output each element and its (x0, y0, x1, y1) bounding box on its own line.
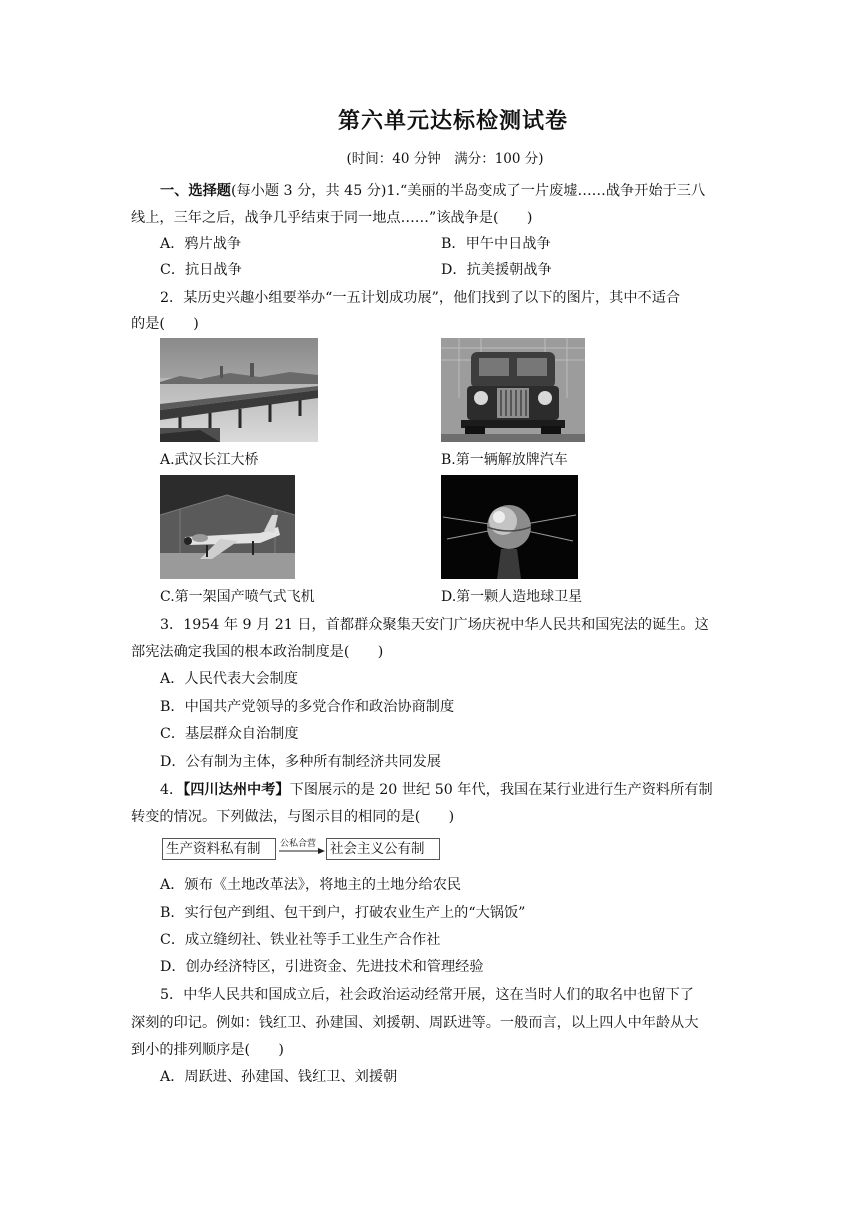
flow-box-private: 生产资料私有制 (162, 838, 276, 860)
q2-line-1: 2．某历史兴趣小组要举办“一五计划成功展”，他们找到了以下的图片，其中不适合 (160, 290, 681, 306)
section-heading: 一、选择题 (160, 183, 231, 199)
q4-text: 下图展示的是 20 世纪 50 年代，我国在某行业进行生产资料所有制 (289, 782, 713, 798)
q4-line-1 (160, 779, 713, 799)
flow-box-public: 社会主义公有制 (326, 838, 440, 860)
q1-option-d: D．抗美援朝战争 (441, 262, 552, 278)
q4-line-2: 转变的情况。下列做法，与图示目的相同的是( ) (131, 809, 455, 825)
satellite-photo (441, 475, 578, 579)
q3-line-1: 3．1954 年 9 月 21 日，首都群众聚集天安门广场庆祝中华人民共和国宪法的诞生。这 (160, 617, 709, 633)
q3-option-d: D．公有制为主体，多种所有制经济共同发展 (160, 754, 441, 770)
q2-caption-d: D.第一颗人造地球卫星 (441, 589, 583, 605)
q4-option-c: C．成立缝纫社、铁业社等手工业生产合作社 (160, 932, 441, 948)
q2-caption-a: A.武汉长江大桥 (160, 452, 259, 468)
q5-line-1: 5．中华人民共和国成立后，社会政治运动经常开展，这在当时人们的取名中也留下了 (160, 987, 694, 1003)
truck-photo (441, 338, 585, 442)
q2-caption-b: B.第一辆解放牌汽车 (441, 452, 568, 468)
q4-option-a: A．颁布《土地改革法》，将地主的土地分给农民 (160, 877, 462, 893)
q1-line-1 (160, 180, 705, 200)
q1-line-2: 线上，三年之后，战争几乎结束于同一地点……”该战争是( ) (131, 210, 533, 226)
q3-option-c: C．基层群众自治制度 (160, 726, 299, 742)
q5-line-2: 深刻的印记。例如：钱红卫、孙建国、刘援朝、周跃进等。一般而言，以上四人中年龄从大 (131, 1015, 699, 1031)
q1-text: (每小题 3 分，共 45 分)1.“美丽的半岛变成了一片废墟……战争开始于三八 (230, 183, 706, 199)
q5-option-a: A．周跃进、孙建国、钱红卫、刘援朝 (160, 1069, 398, 1085)
q4-option-d: D．创办经济特区，引进资金、先进技术和管理经验 (160, 959, 484, 975)
q1-option-b: B．甲午中日战争 (441, 236, 551, 252)
jet-photo (160, 475, 295, 579)
q3-line-2: 部宪法确定我国的根本政治制度是( ) (131, 644, 384, 660)
q4-number: 4． (160, 782, 184, 798)
exam-subtitle: (时间：40 分钟 满分：100 分) (346, 151, 544, 167)
q2-caption-c: C.第一架国产喷气式飞机 (160, 589, 315, 605)
flow-arrow-label: 公私合营 (280, 839, 317, 849)
q3-option-a: A．人民代表大会制度 (160, 671, 298, 687)
exam-title: 第六单元达标检测试卷 (337, 109, 568, 134)
q1-option-c: C．抗日战争 (160, 262, 242, 278)
q4-option-b: B．实行包产到组、包干到户，打破农业生产上的“大锅饭” (160, 905, 526, 921)
q4-source-tag: 【四川达州中考】 (183, 782, 290, 798)
q3-option-b: B．中国共产党领导的多党合作和政治协商制度 (160, 699, 455, 715)
q2-line-2: 的是( ) (131, 316, 199, 332)
q1-option-a: A．鸦片战争 (160, 236, 242, 252)
bridge-photo (160, 338, 318, 442)
q5-line-3: 到小的排列顺序是( ) (131, 1042, 284, 1058)
flow-arrow-icon (278, 847, 326, 855)
